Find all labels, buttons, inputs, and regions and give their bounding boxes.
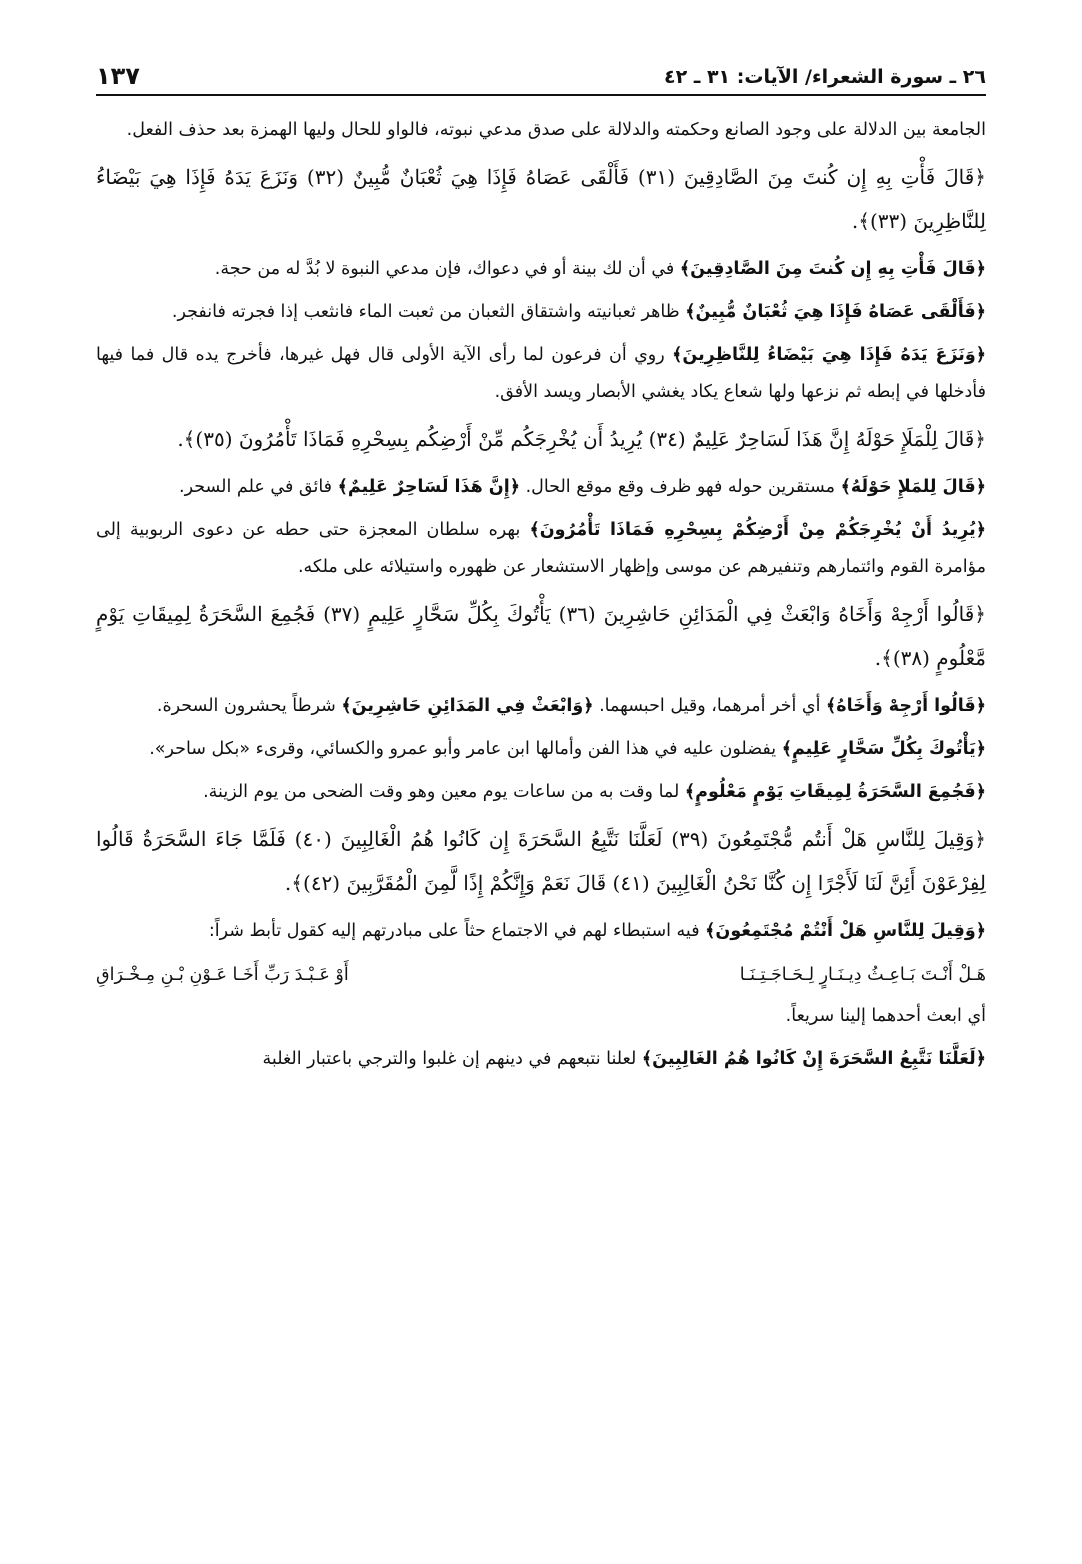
commentary-text: مستقرين حوله فهو ظرف وقع موقع الحال.	[520, 477, 841, 497]
quoted-verse: ﴿قَالَ لِلمَلإِ حَوْلَهُ﴾	[840, 477, 986, 497]
poem-hemistich-second: أَوْ عَـبْـدَ رَبِّ أَخَـا عَـوْنِ بْـنِ مِـخْـرَاقِ	[96, 965, 349, 985]
quoted-verse: ﴿يُرِيدُ أَنْ يُخْرِجَكُمْ مِنْ أَرْضِكُمْ بِسِحْرِهِ فَمَاذَا تَأْمُرُونَ﴾	[529, 520, 987, 540]
commentary-text: روي أن فرعون لما رأى الآية الأولى قال فهل غيرها، فأخرج يده قال فما فيها فأدخلها في إبطه ثم نزعها ولها شعاع يكاد يغشي الأبصار ويسد الأفق.	[96, 345, 986, 402]
quoted-verse: ﴿قَالُوا أَرْجِهْ وَأَخَاهُ﴾	[826, 696, 986, 716]
quoted-verse: ﴿قَالَ فَأْتِ بِهِ إِن كُنتَ مِنَ الصَّادِقِينَ﴾	[679, 259, 986, 279]
commentary-paragraph	[96, 112, 986, 149]
commentary-paragraph	[96, 731, 986, 768]
commentary-paragraph	[96, 294, 986, 331]
page-body	[96, 112, 986, 1078]
commentary-paragraph	[96, 688, 986, 725]
page-number: ١٣٧	[96, 62, 140, 90]
commentary-text: فيه استبطاء لهم في الاجتماع حثاً على مبادرتهم إليه كقول تأبط شراً:	[208, 921, 706, 941]
commentary-paragraph	[96, 913, 986, 950]
commentary-text: لعلنا نتبعهم في دينهم إن غلبوا والترجي باعتبار الغلبة	[262, 1049, 642, 1069]
commentary-text: يفضلون عليه في هذا الفن وأمالها ابن عامر وأبو عمرو والكسائي، وقرىء «بكل ساحر».	[149, 739, 782, 759]
quoted-verse: ﴿يَأْتُوكَ بِكُلِّ سَحَّارٍ عَلِيمٍ﴾	[781, 739, 986, 759]
quoted-verse: ﴿وَابْعَثْ فِي المَدَائِنِ حَاشِرِينَ﴾	[341, 696, 594, 716]
commentary-text: أي ابعث أحدهما إلينا سريعاً.	[785, 1006, 986, 1026]
quoted-verse: ﴿فَأَلْقَى عَصَاهُ فَإِذَا هِيَ ثُعْبَانٌ مُّبِينٌ﴾	[685, 302, 986, 322]
quoted-verse: ﴿وَنَزَعَ يَدَهُ فَإِذَا هِيَ بَيْضَاءُ لِلنَّاظِرِينَ﴾	[672, 345, 986, 365]
poem-hemistich-first: هَـلْ أَنْـتَ بَـاعِـثُ دِيـنَـارٍ لِـحَـاجَـتِـنَـا	[739, 965, 986, 985]
commentary-text: شرطاً يحشرون السحرة.	[156, 696, 342, 716]
commentary-text: ظاهر ثعبانيته واشتقاق الثعبان من ثعبت الماء فانثعب إذا فجرته فانفجر.	[171, 302, 686, 322]
quoted-verse: ﴿وَقِيلَ لِلنَّاسِ هَلْ أَنْتُمْ مُجْتَمِعُونَ﴾	[705, 921, 986, 941]
commentary-text: لما وقت به من ساعات يوم معين وهو وقت الضحى من يوم الزينة.	[203, 782, 685, 802]
commentary-paragraph	[96, 469, 986, 506]
quran-verse-block: ﴿قَالَ لِلْمَلَإِ حَوْلَهُ إِنَّ هَذَا لَسَاحِرٌ عَلِيمٌ (٣٤) يُرِيدُ أَن يُخْرِجَكُم مِّنْ أَرْضِكُم بِسِحْرِهِ فَمَاذَا تَأْمُرُونَ (٣٥)﴾.	[177, 427, 986, 451]
quoted-verse: ﴿لَعَلَّنَا نَتَّبِعُ السَّحَرَةَ إِنْ كَانُوا هُمُ الغَالِبِينَ﴾	[641, 1049, 986, 1069]
quoted-verse: ﴿إِنَّ هَذَا لَسَاحِرٌ عَلِيمٌ﴾	[337, 477, 520, 497]
commentary-paragraph	[96, 774, 986, 811]
commentary-text: فائق في علم السحر.	[179, 477, 338, 497]
quoted-verse: ﴿فَجُمِعَ السَّحَرَةُ لِمِيقَاتِ يَوْمٍ مَعْلُومٍ﴾	[684, 782, 986, 802]
commentary-paragraph	[96, 337, 986, 411]
quran-verse-block: ﴿قَالَ فَأْتِ بِهِ إِن كُنتَ مِنَ الصَّادِقِينَ (٣١) فَأَلْقَى عَصَاهُ فَإِذَا هِيَ ثُعْبَانٌ مُّبِينٌ (٣٢) وَنَزَعَ يَدَهُ فَإِذَا هِيَ بَيْضَاءُ لِلنَّاظِرِينَ (٣٣)﴾.	[96, 165, 986, 233]
commentary-paragraph	[96, 1041, 986, 1078]
commentary-text: الجامعة بين الدلالة على وجود الصانع وحكمته والدلالة على صدق مدعي نبوته، فالواو للحال وليها الهمزة بعد حذف الفعل.	[126, 120, 986, 140]
commentary-text: بهره سلطان المعجزة حتى حطه عن دعوى الربوبية إلى مؤامرة القوم وائتمارهم وتنفيرهم عن موسى وإظهار الاستشعار عن ظهوره واستيلائه على ملكه.	[96, 520, 986, 577]
commentary-paragraph	[96, 512, 986, 586]
commentary-text: أي أخر أمرهما، وقيل احبسهما.	[593, 696, 827, 716]
commentary-paragraph	[96, 998, 986, 1035]
commentary-text: في أن لك بينة أو في دعواك، فإن مدعي النبوة لا بُدَّ له من حجة.	[214, 259, 680, 279]
running-title: ٢٦ ـ سورة الشعراء/ الآيات: ٣١ ـ ٤٢	[664, 66, 986, 88]
page-header	[96, 58, 986, 96]
commentary-paragraph	[96, 251, 986, 288]
quran-verse-block: ﴿قَالُوا أَرْجِهْ وَأَخَاهُ وَابْعَثْ فِي الْمَدَائِنِ حَاشِرِينَ (٣٦) يَأْتُوكَ بِكُلِّ سَحَّارٍ عَلِيمٍ (٣٧) فَجُمِعَ السَّحَرَةُ لِمِيقَاتِ يَوْمٍ مَّعْلُومٍ (٣٨)﴾.	[96, 602, 986, 670]
poem-line	[96, 956, 986, 994]
quran-verse-block: ﴿وَقِيلَ لِلنَّاسِ هَلْ أَنتُم مُّجْتَمِعُونَ (٣٩) لَعَلَّنَا نَتَّبِعُ السَّحَرَةَ إِن كَانُوا هُمُ الْغَالِبِينَ (٤٠) فَلَمَّا جَاءَ السَّحَرَةُ قَالُوا لِفِرْعَوْنَ أَئِنَّ لَنَا لَأَجْرًا إِن كُنَّا نَحْنُ الْغَالِبِينَ (٤١) قَالَ نَعَمْ وَإِنَّكُمْ إِذًا لَّمِنَ الْمُقَرَّبِينَ (٤٢)﴾.	[96, 827, 987, 895]
